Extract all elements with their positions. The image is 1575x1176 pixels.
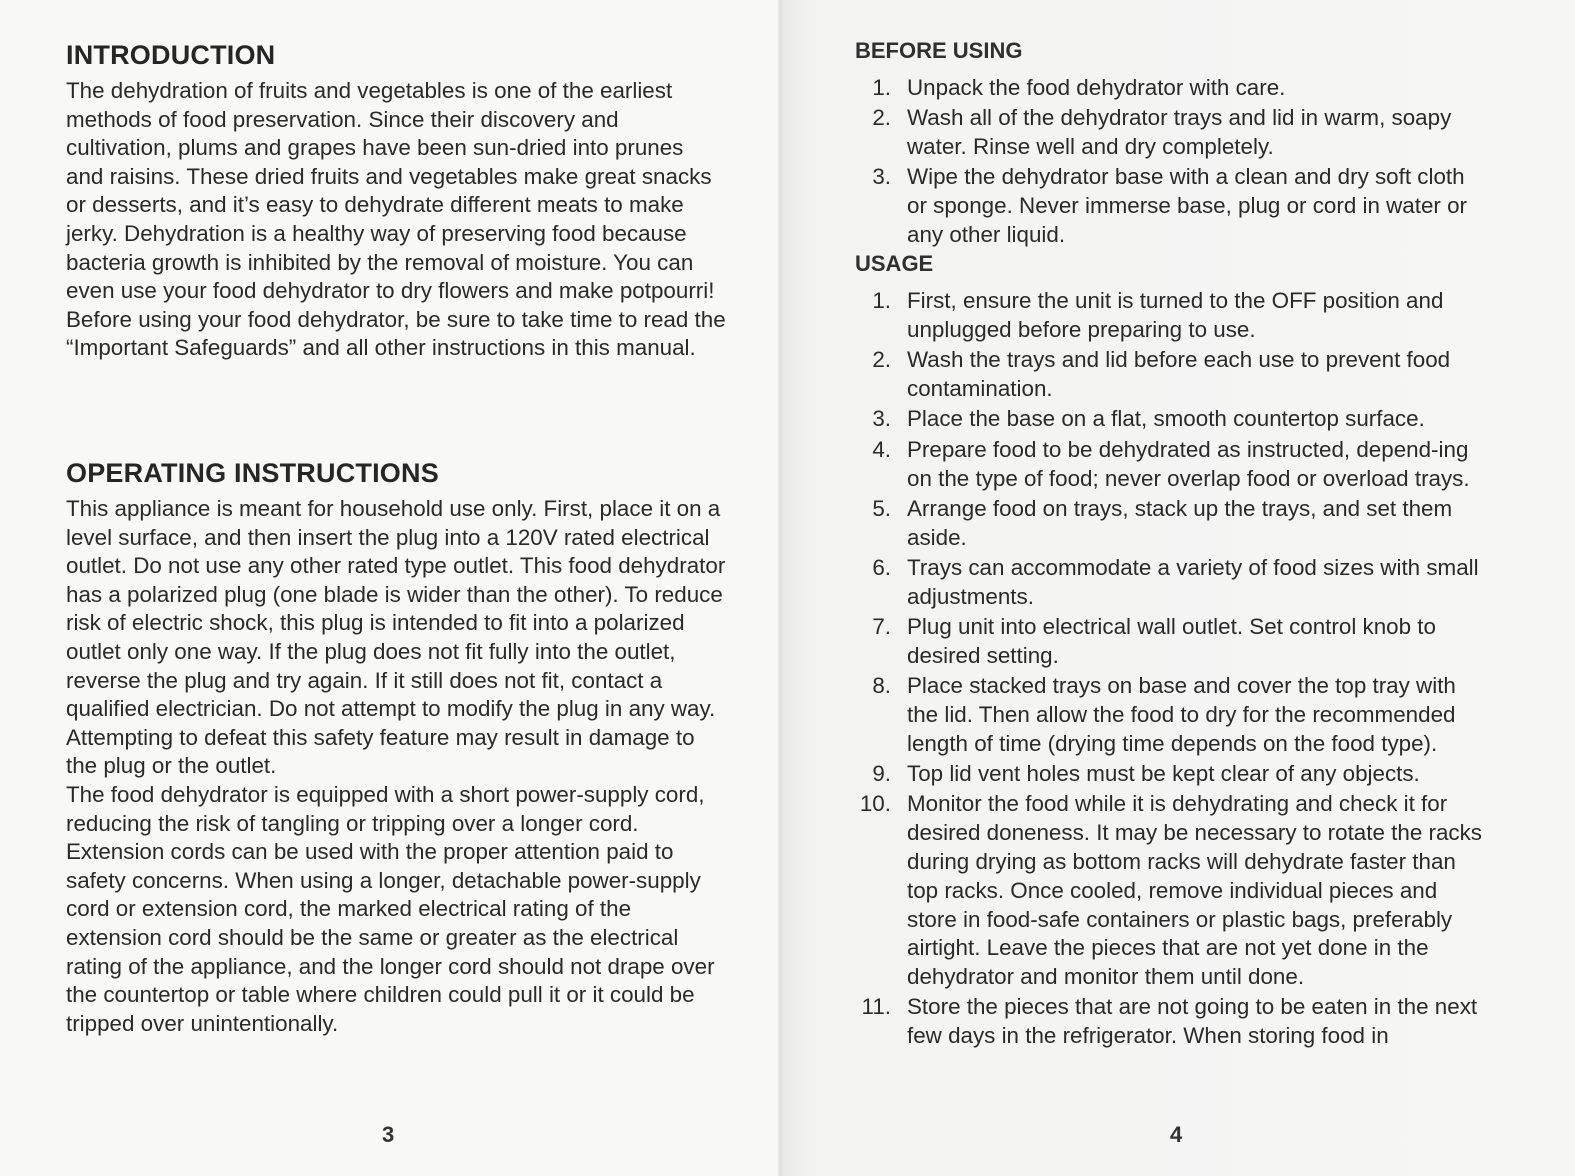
list-item xyxy=(855,495,1487,553)
step-number: 2. xyxy=(872,105,891,131)
operating-instructions-paragraph-2: The food dehydrator is equipped with a short power-supply cord, reducing the risk of tangling or tripping over a longer cord. Extension cords can be used with the proper attention paid to safety concerns. When using a longer, detachable power-supply cord or extension cord, the marked electrical rating of the extension cord should be the same or greater as the electrical rating of the appliance, and the longer cord should not drape over the countertop or table where children could pull it or it could be tripped over unintentionally. xyxy=(66,781,715,1036)
introduction-text: The dehydration of fruits and vegetables is one of the earliest methods of food preservation. Since their discovery and cultivation, plums and grapes have been sun-dried into prunes and raisins. These dried fruits and vegetables make great snacks or desserts, and it’s easy to dehydrate different meats to make jerky. Dehydration is a healthy way of preserving food because bacteria growth is inhibited by the removal of moisture. You can even use your food dehydrator to dry flowers and make potpourri! Before using your food dehydrator, be sure to take time to read the “Important Safeguards” and all other instructions in this manual. xyxy=(66,78,726,361)
step-text: Wash all of the dehydrator trays and lid in warm, soapy water. Rinse well and dry completely. xyxy=(907,105,1452,160)
step-text: Monitor the food while it is dehydrating and check it for desired doneness. It may be necessary to rotate the racks during drying as bottom racks will dehydrate faster than top racks. Once cooled, remove individual pieces and store in food-safe containers or plastic bags, preferably airtight. Leave the pieces that are not yet done in the dehydrator and monitor them until done. xyxy=(907,791,1482,990)
usage-heading: USAGE xyxy=(855,251,934,277)
usage-section xyxy=(855,251,1535,1051)
step-text: Top lid vent holes must be kept clear of any objects. xyxy=(907,761,1420,787)
step-number: 3. xyxy=(872,406,891,432)
list-item xyxy=(855,672,1487,758)
step-number: 7. xyxy=(872,614,891,640)
list-item xyxy=(855,613,1487,671)
page-number-right: 4 xyxy=(1170,1122,1183,1147)
step-text: First, ensure the unit is turned to the OFF position and unplugged before preparing to use. xyxy=(907,288,1444,343)
step-text: Unpack the food dehydrator with care. xyxy=(907,75,1286,100)
step-number: 6. xyxy=(872,554,891,580)
step-text: Place the base on a flat, smooth countertop surface. xyxy=(907,406,1425,432)
operating-instructions-heading: OPERATING INSTRUCTIONS xyxy=(66,458,439,488)
list-item xyxy=(855,287,1487,345)
step-text: Trays can accommodate a variety of food sizes with small adjustments. xyxy=(907,554,1479,609)
before-using-heading: BEFORE USING xyxy=(855,38,1023,63)
right-page xyxy=(782,0,1575,1176)
step-number: 1. xyxy=(872,75,891,100)
introduction-section xyxy=(66,40,742,458)
step-number: 1. xyxy=(872,288,891,314)
list-item xyxy=(855,405,1487,434)
list-item xyxy=(855,104,1487,162)
step-number: 2. xyxy=(872,347,891,373)
step-number: 11. xyxy=(861,994,891,1020)
step-text: Plug unit into electrical wall outlet. Set control knob to desired setting. xyxy=(907,614,1436,668)
step-text: Wash the trays and lid before each use to prevent food contamination. xyxy=(907,347,1451,402)
usage-list xyxy=(855,287,1535,1051)
step-text: Place stacked trays on base and cover the top tray with the lid. Then allow the food to dry for the recommended length of time (drying time depends on the food type). xyxy=(907,673,1456,756)
list-item xyxy=(855,436,1487,494)
step-text: Prepare food to be dehydrated as instructed, depend-ing on the type of food; never overlap food or overload trays. xyxy=(907,436,1470,491)
step-number: 9. xyxy=(872,761,891,787)
introduction-heading: INTRODUCTION xyxy=(66,40,276,70)
left-page xyxy=(0,0,782,1176)
list-item xyxy=(855,74,1487,103)
list-item xyxy=(855,554,1487,612)
step-number: 4. xyxy=(872,436,891,462)
step-text: Wipe the dehydrator base with a clean and dry soft cloth or sponge. Never immerse base, plug or cord in water or any other liquid. xyxy=(907,164,1468,247)
before-using-list xyxy=(855,74,1535,250)
step-text: Store the pieces that are not going to be eaten in the next few days in the refrigerator. When storing food in xyxy=(907,994,1478,1049)
step-number: 8. xyxy=(872,673,891,699)
operating-instructions-paragraph-1: This appliance is meant for household use only. First, place it on a level surface, and then insert the plug into a 120V rated electrical outlet. Do not use any other rated type outlet. This food dehydrator has a polarized plug (one blade is wider than the other). To reduce risk of electric shock, this plug is intended to fit into a polarized outlet only one way. If the plug does not fit fully into the outlet, reverse the plug and try again. If it still does not fit, contact a qualified electrician. Do not attempt to modify the plug in any way. Attempting to defeat this safety feature may result in damage to the plug or the outlet. xyxy=(66,496,726,779)
page-number-left: 3 xyxy=(382,1122,395,1147)
step-number: 3. xyxy=(872,164,891,190)
list-item xyxy=(855,163,1487,249)
before-using-section xyxy=(855,38,1535,250)
operating-instructions-section xyxy=(66,458,742,1038)
step-text: Arrange food on trays, stack up the trays, and set them aside. xyxy=(907,495,1453,550)
list-item xyxy=(855,760,1487,789)
list-item xyxy=(855,346,1487,404)
step-number: 10. xyxy=(859,791,891,817)
list-item xyxy=(855,993,1487,1051)
list-item xyxy=(855,790,1487,992)
step-number: 5. xyxy=(872,495,891,521)
